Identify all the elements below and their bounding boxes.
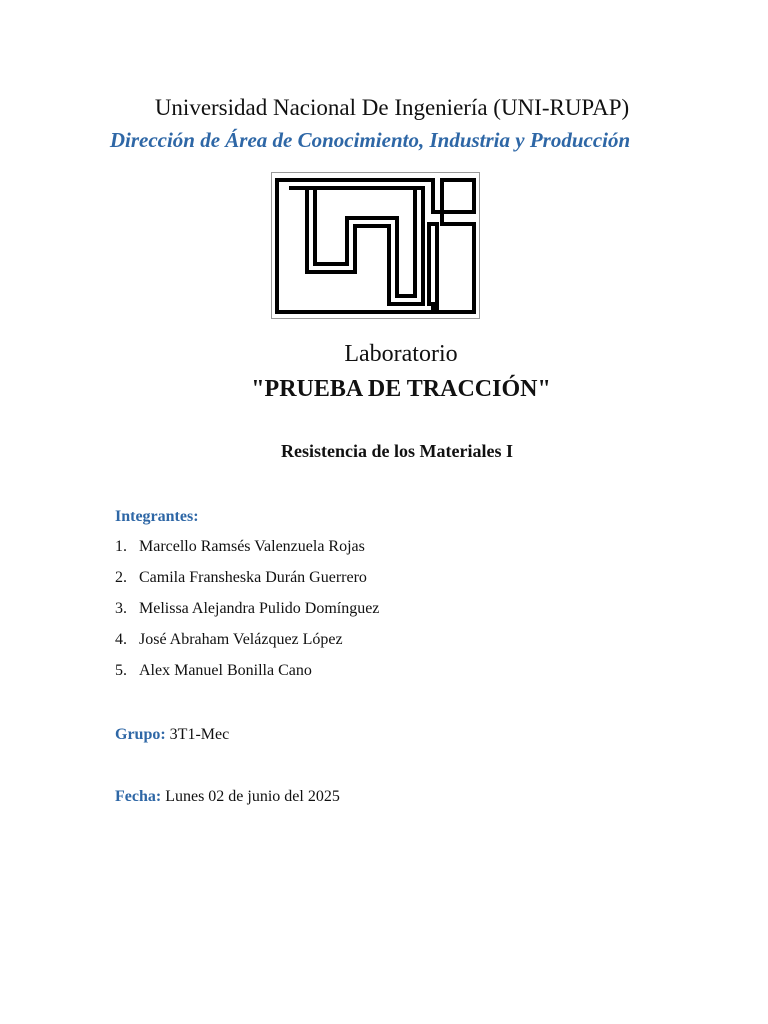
university-name: Universidad Nacional De Ingeniería (UNI-RUPAP) <box>154 95 630 120</box>
course-name: Resistencia de los Materiales I <box>281 441 513 461</box>
department-name: Dirección de Área de Conocimiento, Industria y Producción <box>109 128 631 152</box>
list-number: 1. <box>115 538 127 555</box>
member-name: Marcello Ramsés Valenzuela Rojas <box>139 538 365 555</box>
members-list <box>115 537 379 692</box>
uni-logo-icon <box>271 172 480 319</box>
list-number: 3. <box>115 600 127 617</box>
list-item <box>115 599 379 630</box>
list-number: 5. <box>115 662 127 679</box>
date-label: Fecha: <box>115 788 162 805</box>
group-value: 3T1-Mec <box>169 726 230 743</box>
list-number: 4. <box>115 631 127 648</box>
group-field <box>115 725 229 745</box>
lab-label: Laboratorio <box>344 341 458 367</box>
member-name: Alex Manuel Bonilla Cano <box>139 662 312 679</box>
list-item <box>115 537 379 568</box>
member-name: Camila Fransheska Durán Guerrero <box>139 569 367 586</box>
lab-title: "PRUEBA DE TRACCIÓN" <box>251 376 551 402</box>
date-value: Lunes 02 de junio del 2025 <box>165 788 340 805</box>
member-name: Melissa Alejandra Pulido Domínguez <box>139 600 380 617</box>
list-number: 2. <box>115 569 127 586</box>
group-label: Grupo: <box>115 726 166 743</box>
list-item <box>115 630 379 661</box>
date-field <box>115 787 340 807</box>
list-item <box>115 661 379 692</box>
member-name: José Abraham Velázquez López <box>139 631 343 648</box>
list-item <box>115 568 379 599</box>
members-heading: Integrantes: <box>115 508 199 525</box>
